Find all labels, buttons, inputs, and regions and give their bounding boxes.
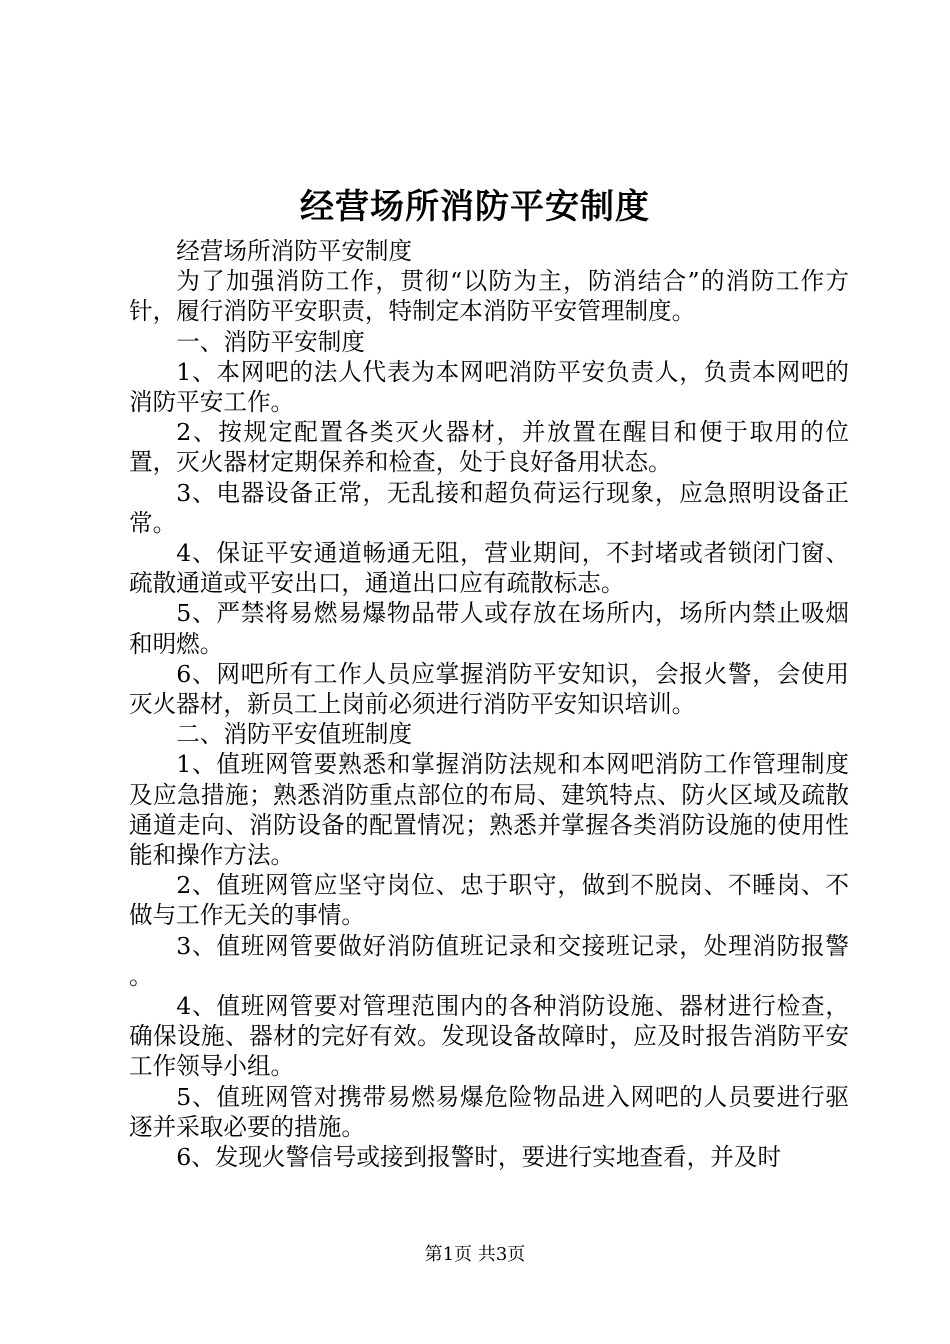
paragraph-item-2-6: 6、发现火警信号或接到报警时，要进行实地查看，并及时 — [176, 1143, 782, 1172]
section-heading-2: 二、消防平安值班制度 — [176, 720, 413, 749]
page-number: 第1页 共3页 — [424, 1244, 526, 1265]
paragraph-item-2-2: 2、值班网管应坚守岗位、忠于职守，做到不脱岗、不睡岗、不做与工作无关的事情。 — [129, 871, 849, 930]
paragraph-item-1-6: 6、网吧所有工作人员应掌握消防平安知识，会报火警，会使用灭火器材，新员工上岗前必须进行消防平安知识培训。 — [129, 659, 849, 719]
paragraph-subtitle: 经营场所消防平安制度 — [176, 237, 413, 265]
paragraph-item-2-5: 5、值班网管对携带易燃易爆危险物品进入网吧的人员要进行驱逐并采取必要的措施。 — [129, 1082, 849, 1141]
paragraph-item-2-1: 1、值班网管要熟悉和掌握消防法规和本网吧消防工作管理制度及应急措施；熟悉消防重点部位的布局、建筑特点、防火区域及疏散通道走向、消防设备的配置情况；熟悉并掌握各类消防设施的使用性能和操作方法。 — [129, 750, 849, 870]
paragraph-item-2-4: 4、值班网管要对管理范围内的各种消防设施、器材进行检查，确保设施、器材的完好有效。发现设备故障时，应及时报告消防平安工作领导小组。 — [129, 992, 849, 1081]
paragraph-item-1-2: 2、按规定配置各类灭火器材，并放置在醒目和便于取用的位置，灭火器材定期保养和检查，处于良好备用状态。 — [129, 418, 849, 477]
paragraph-item-1-3: 3、电器设备正常，无乱接和超负荷运行现象，应急照明设备正常。 — [129, 478, 849, 537]
document-body — [129, 236, 897, 1172]
paragraph-item-2-3: 3、值班网管要做好消防值班记录和交接班记录，处理消防报警 。 — [129, 931, 897, 990]
document-title: 经营场所消防平安制度 — [300, 187, 650, 227]
paragraph-item-1-5: 5、严禁将易燃易爆物品带人或存放在场所内，场所内禁止吸烟和明燃。 — [129, 599, 849, 658]
paragraph-item-1-4: 4、保证平安通道畅通无阻，营业期间，不封堵或者锁闭门窗、疏散通道或平安出口，通道出口应有疏散标志。 — [129, 539, 849, 598]
paragraph-intro: 为了加强消防工作，贯彻“以防为主，防消结合”的消防工作方针，履行消防平安职责，特制定本消防平安管理制度。 — [129, 267, 849, 326]
section-heading-1: 一、消防平安制度 — [176, 327, 365, 356]
paragraph-item-1-1: 1、本网吧的法人代表为本网吧消防平安负责人，负责本网吧的消防平安工作。 — [129, 357, 849, 417]
